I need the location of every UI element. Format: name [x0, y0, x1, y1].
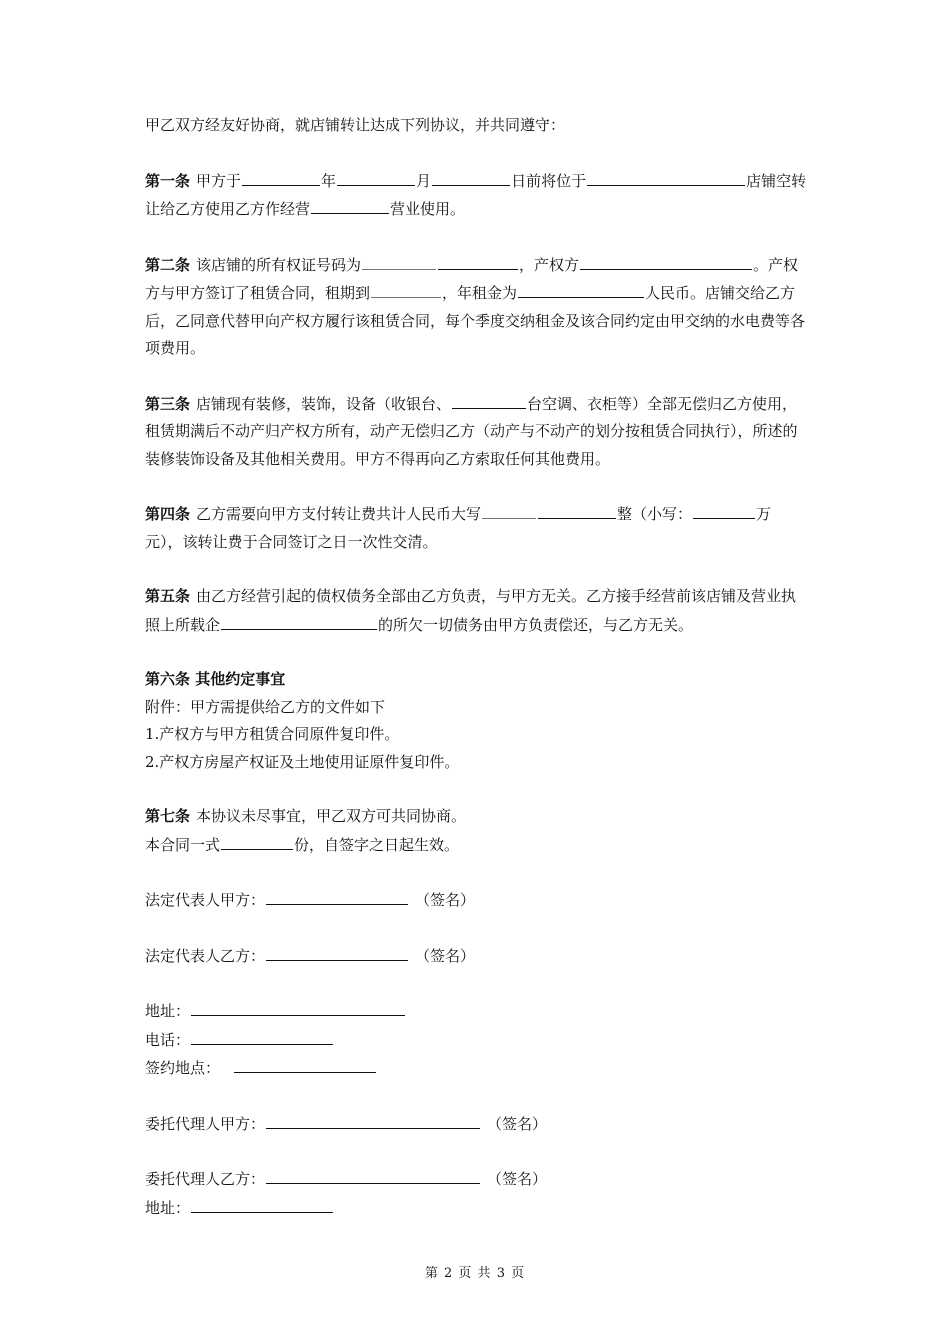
blank-month[interactable] [337, 167, 415, 186]
article-6 [145, 666, 810, 776]
agent-b-block: 委托代理人乙方： （签名） 地址： [145, 1165, 810, 1222]
phone-line[interactable] [191, 1026, 333, 1045]
rep-b-signature-line[interactable] [266, 942, 408, 961]
article-2-title: 第二条 [145, 255, 191, 274]
blank-cert-number-b[interactable] [438, 251, 518, 270]
blank-cert-number-a[interactable] [362, 251, 436, 270]
article-3: 第三条 店铺现有装修，装饰，设备（收银台、 台空调、衣柜等）全部无偿归乙方使用，租赁期满后不动产归产权方所有，动产无偿归乙方（动产与不动产的划分按租赁合同执行），所述的装修装饰设备及其他相关费用。甲方不得再向乙方索取任何其他费用。 [145, 390, 810, 474]
blank-fee-words-b[interactable] [538, 500, 616, 519]
attachment-item-1: 1.产权方与甲方租赁合同原件复印件。 [145, 725, 400, 743]
address-line[interactable] [191, 997, 405, 1016]
page-number: 第 2 页 共 3 页 [424, 1266, 526, 1281]
article-1: 第一条 甲方于 年 月 日前将位于 店铺空转让给乙方使用乙方作经营 营业使用。 [145, 167, 810, 224]
agent-a-row: 委托代理人甲方： （签名） [145, 1110, 810, 1139]
blank-ac-count[interactable] [452, 390, 526, 409]
blank-lease-term[interactable] [371, 279, 441, 298]
attachment-intro: 附件：甲方需提供给乙方的文件如下 [145, 697, 386, 716]
article-2: 第二条 该店铺的所有权证号码为 ，产权方 。产权方与甲方签订了租赁合同，租期到 ，年租金为 人民币。店铺交给乙方后，乙同意代替甲向产权方履行该租赁合同，每个季度交纳租金及该合同约定由甲交纳的水电费等各项费用。 [145, 251, 810, 363]
blank-year[interactable] [242, 167, 320, 186]
article-3-title: 第三条 [145, 394, 191, 413]
blank-annual-rent[interactable] [518, 279, 644, 298]
rep-b-row: 法定代表人乙方： （签名） [145, 942, 810, 971]
article-1-title: 第一条 [145, 171, 191, 190]
rep-a-row: 法定代表人甲方： （签名） [145, 886, 810, 915]
attachment-item-2: 2.产权方房屋产权证及土地使用证原件复印件。 [145, 752, 460, 771]
place-line[interactable] [234, 1054, 376, 1073]
agent-b-address-line[interactable] [191, 1194, 333, 1213]
blank-business-type[interactable] [311, 195, 389, 214]
blank-fee-number[interactable] [693, 500, 755, 519]
article-4: 第四条 乙方需要向甲方支付转让费共计人民币大写 整（小写： 万 元），该转让费于合同签订之日一次性交清。 [145, 500, 810, 556]
contract-body [145, 112, 810, 1222]
blank-company[interactable] [221, 611, 377, 630]
blank-copies[interactable] [221, 831, 293, 850]
article-5: 第五条 由乙方经营引起的债权债务全部由乙方负责，与甲方无关。乙方接手经营前该店铺及营业执照上所载企 的所欠一切债务由甲方负责偿还，与乙方无关。 [145, 587, 797, 634]
blank-location[interactable] [587, 167, 745, 186]
article-6-title: 第六条 其他约定事宜 [145, 670, 286, 688]
agent-a-signature-line[interactable] [266, 1110, 480, 1129]
article-5-title: 第五条 [145, 587, 191, 605]
blank-owner[interactable] [580, 251, 752, 270]
blank-fee-words-a[interactable] [482, 500, 536, 519]
contact-block: 地址： 电话： 签约地点： [145, 997, 810, 1083]
rep-a-signature-line[interactable] [266, 886, 408, 905]
agent-b-signature-line[interactable] [266, 1165, 480, 1184]
intro-paragraph: 甲乙双方经友好协商，就店铺转让达成下列协议，并共同遵守： [145, 116, 566, 134]
article-7-title: 第七条 [145, 807, 191, 825]
article-7: 第七条 本协议未尽事宜，甲乙双方可共同协商。 本合同一式 份，自签字之日起生效。 [145, 807, 467, 854]
article-4-title: 第四条 [145, 505, 191, 523]
blank-day[interactable] [432, 167, 510, 186]
